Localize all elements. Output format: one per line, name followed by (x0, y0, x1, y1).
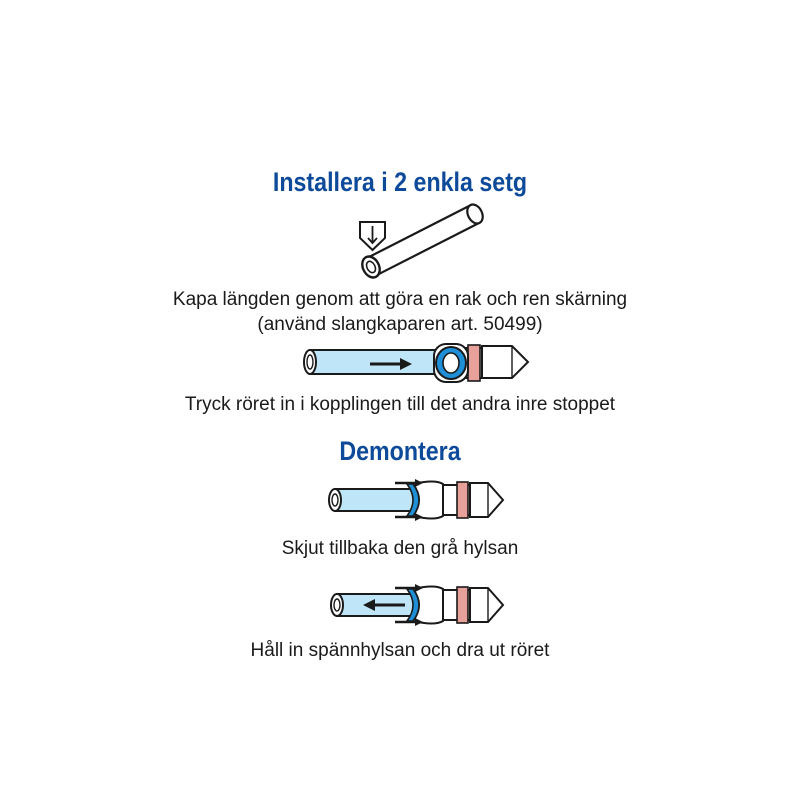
pull-step-text: Håll in spännhylsan och dra ut röret (250, 640, 550, 661)
install-heading: Installera i 2 enkla setg (272, 167, 528, 197)
push-step-text: Tryck röret in i kopplingen till det andra inre stoppet (184, 394, 616, 415)
push-pipe-icon (300, 340, 535, 385)
cut-pipe-icon (355, 200, 485, 280)
slide-collet-icon (325, 475, 510, 525)
pull-pipe-icon (325, 580, 510, 630)
cut-step-text: Kapa längden genom att göra en rak och ren skärning (172, 289, 628, 310)
dismantle-heading: Demontera (339, 436, 461, 466)
cut-step-note: (använd slangkaparen art. 50499) (257, 314, 543, 335)
slide-step-text: Skjut tillbaka den grå hylsan (281, 538, 519, 559)
